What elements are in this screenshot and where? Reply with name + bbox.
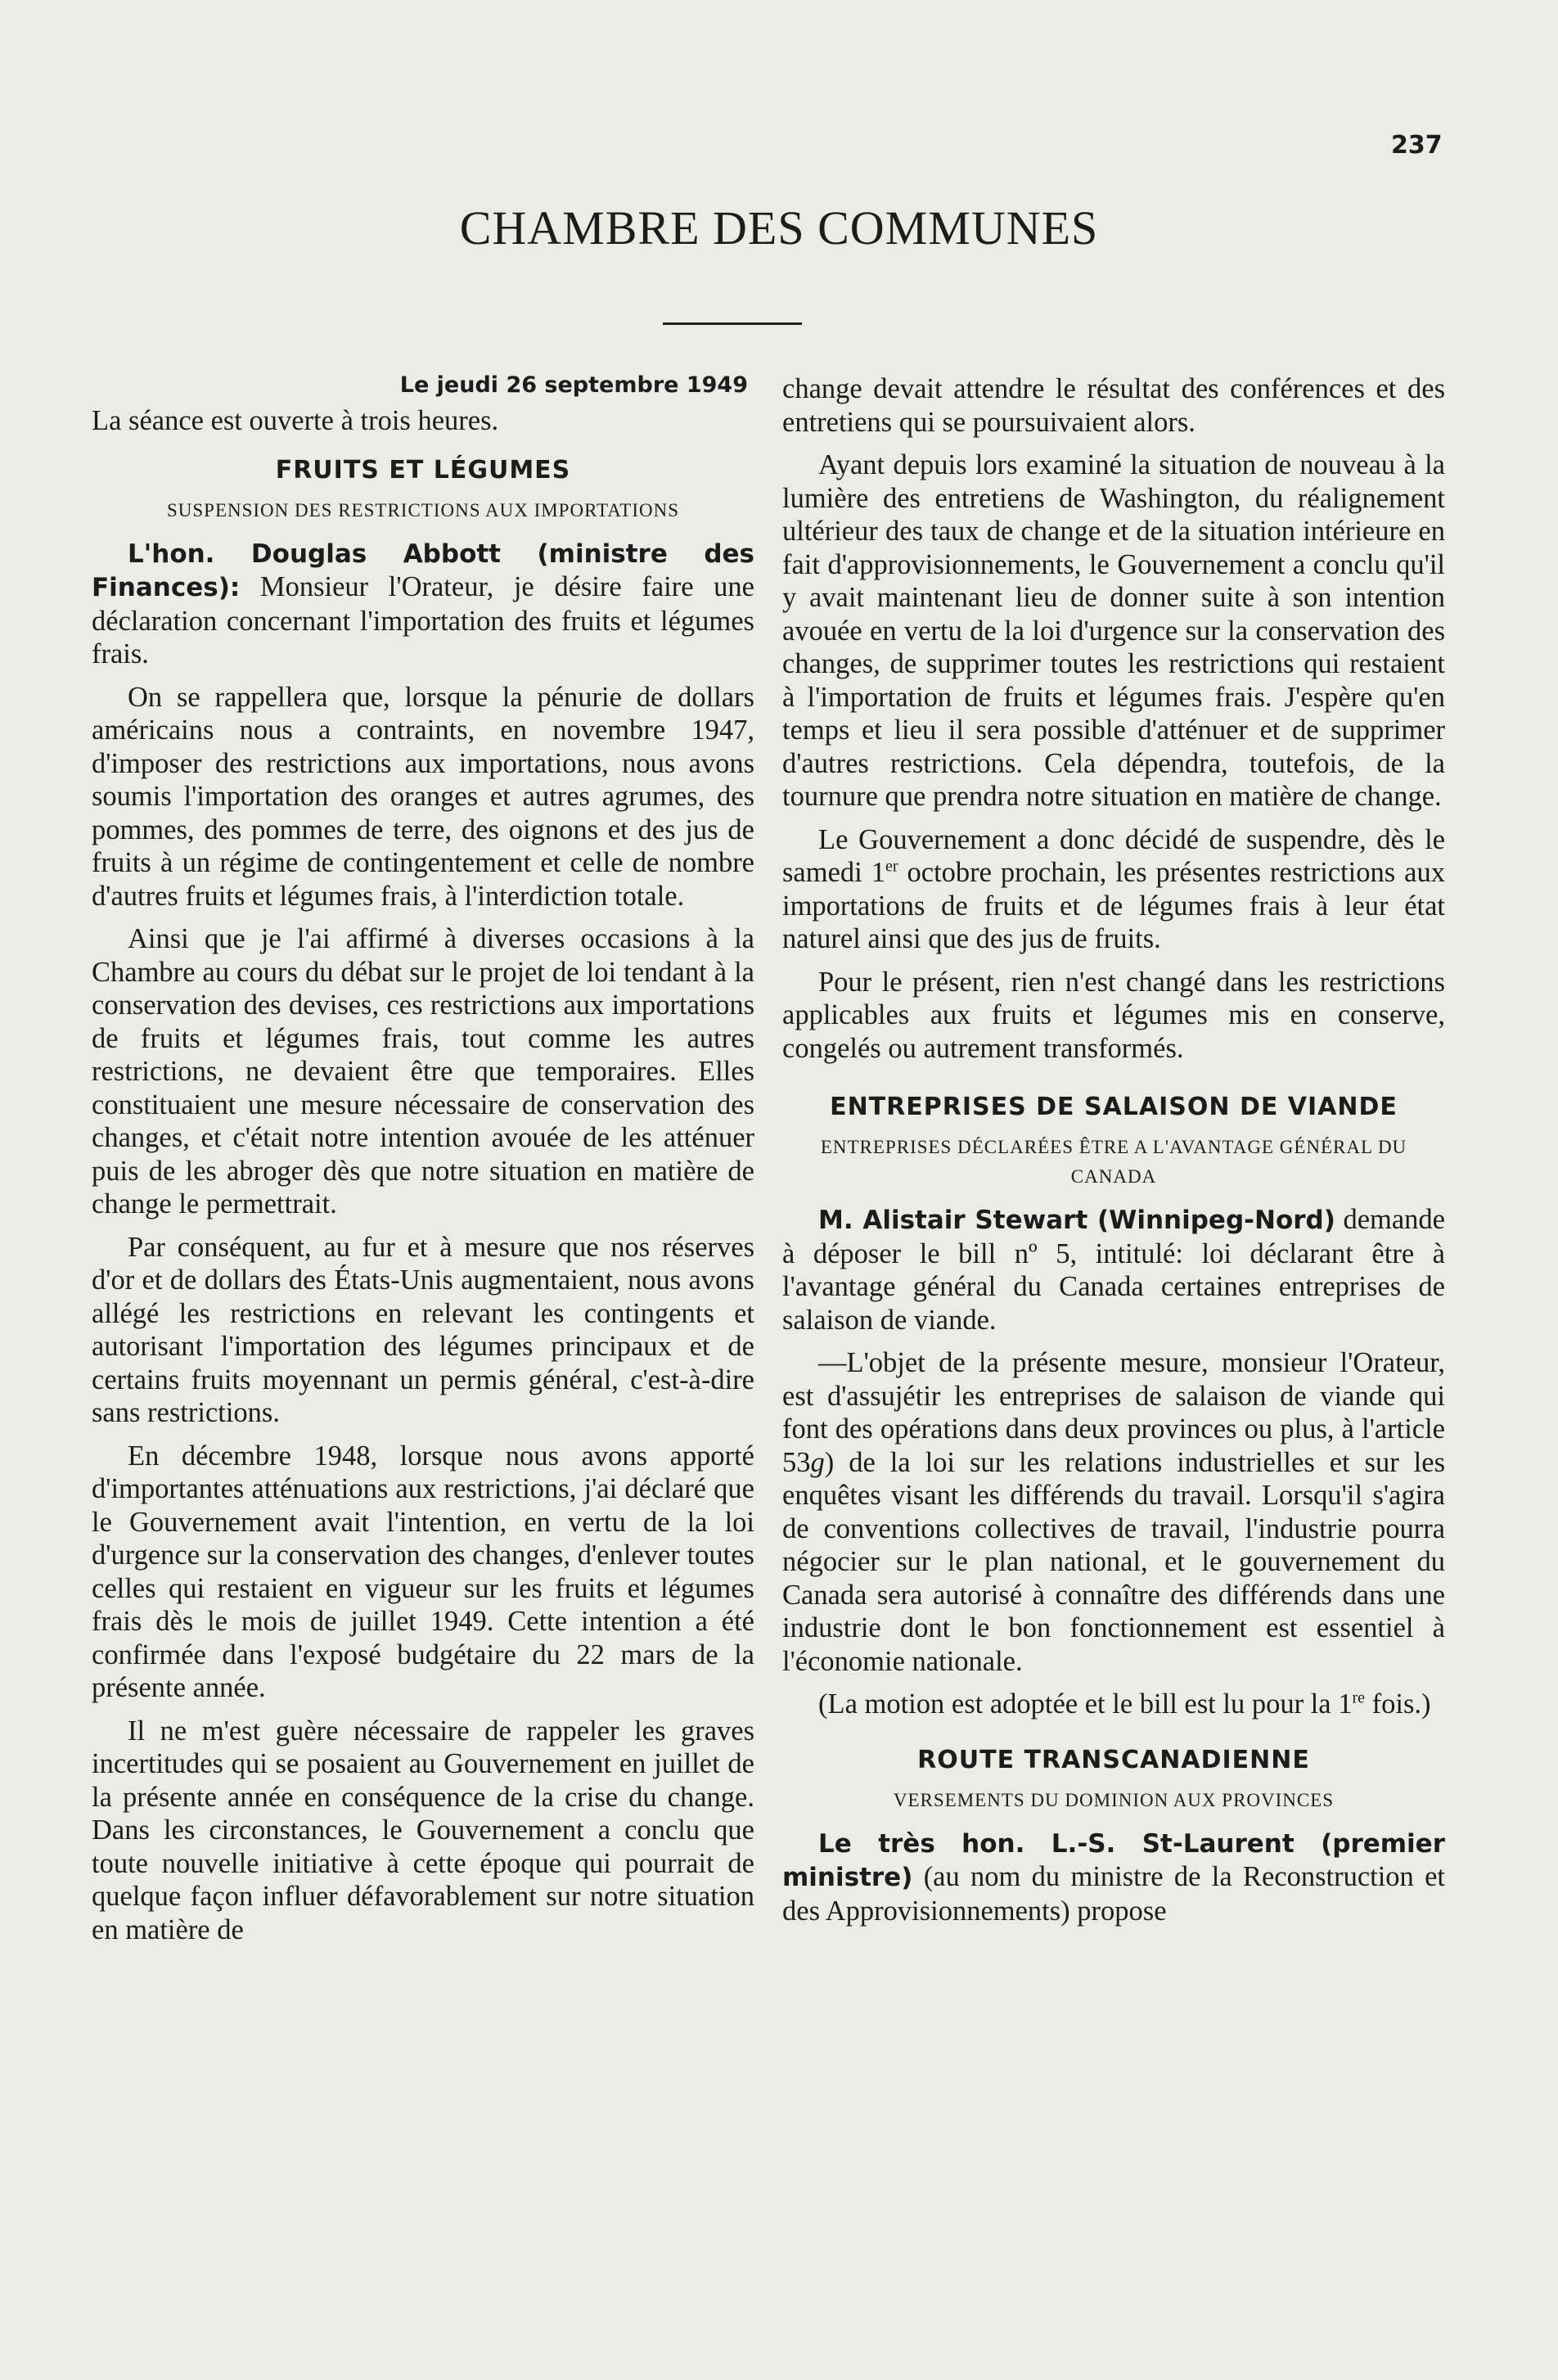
paragraph-part: (La motion est adoptée et le bill est lu pour la 1 xyxy=(818,1688,1353,1720)
paragraph: Ainsi que je l'ai affirmé à diverses occasions à la Chambre au cours du débat sur le projet de loi tendant à la conservation des devises, ces restrictions aux importations de fruits et légumes frais, tout comme les autres restrictions, ne devaient être que temporaires. Elles constituaient une mesure nécessaire de conservation des changes, et c'était notre intention avouée de les atténuer puis de les abroger dès que notre situation en matière de change le permettrait. xyxy=(92,923,754,1219)
speech-st-laurent xyxy=(782,1827,1445,1928)
paragraph-part: fois.) xyxy=(1365,1688,1431,1720)
superscript: re xyxy=(1352,1688,1365,1707)
paragraph: Par conséquent, au fur et à mesure que nos réserves d'or et de dollars des États-Unis augmentaient, nous avons allégé les restrictions en relevant les contingents et autorisant l'importation des légumes principaux et de certains fruits moyennant un permis général, c'est-à-dire sans restrictions. xyxy=(92,1231,754,1428)
paragraph: Pour le présent, rien n'est changé dans les restrictions applicables aux fruits et légumes mis en conserve, congelés ou autrement transformés. xyxy=(782,966,1445,1064)
speech-abbott-text: Monsieur l'Orateur, je désire faire une déclaration concernant l'importation des fruits et légumes frais. xyxy=(92,571,754,669)
paragraph xyxy=(782,823,1445,956)
speaker-abbott: L'hon. Douglas Abbott (ministre des Finances): xyxy=(92,539,754,602)
paragraph-part: —L'objet de la présente mesure, monsieur l'Orateur, est d'assujétir les entreprises de salaison de viande qui font des opérations dans deux provinces ou plus, à l'article 53 xyxy=(782,1347,1445,1478)
section-subtitle-fruits: SUSPENSION DES RESTRICTIONS AUX IMPORTATIONS xyxy=(166,499,680,521)
page-title: CHAMBRE DES COMMUNES xyxy=(459,201,1099,255)
paragraph: En décembre 1948, lorsque nous avons apporté d'importantes atténuations aux restrictions, j'ai déclaré que le Gouvernement avait l'intention, en vertu de la loi d'urgence sur la conservation des changes, d'enlever toutes celles qui restaient en vigueur sur les fruits et légumes frais dès le mois de juillet 1949. Cette intention a été confirmée dans l'exposé budgétaire du 22 mars de la présente année. xyxy=(92,1440,754,1703)
speech-st-laurent-text: (au nom du ministre de la Reconstruction et des Approvisionnements) propose xyxy=(782,1861,1446,1927)
speech-stewart-text: demande à déposer le bill nº 5, intitulé: loi déclarant être à l'avantage général du Canada certaines entreprises de salaison de viande. xyxy=(782,1204,1445,1336)
section-subtitle-route: VERSEMENTS DU DOMINION AUX PROVINCES xyxy=(893,1789,1335,1810)
section-subtitle-salaison: ENTREPRISES DÉCLARÉES ÊTRE A L'AVANTAGE GÉNÉRAL DU CANADA xyxy=(820,1137,1407,1187)
title-divider xyxy=(663,322,802,325)
motion-result xyxy=(782,1688,1445,1721)
speech-abbott xyxy=(92,537,754,671)
speech-stewart xyxy=(782,1203,1445,1336)
section-title-salaison: ENTREPRISES DE SALAISON DE VIANDE xyxy=(830,1093,1398,1121)
speaker-stewart: M. Alistair Stewart (Winnipeg-Nord) xyxy=(818,1206,1335,1235)
section-title-route: ROUTE TRANSCANADIENNE xyxy=(917,1745,1310,1774)
paragraph-part: Le Gouvernement a donc décidé de suspendre, dès le samedi 1 xyxy=(782,823,1445,888)
left-column xyxy=(92,372,754,1946)
paragraph: change devait attendre le résultat des conférences et des entretiens qui se poursuivaient alors. xyxy=(782,373,1445,438)
paragraph: Il ne m'est guère nécessaire de rappeler les graves incertitudes qui se posaient au Gouvernement en juillet de la présente année en conséquence de la crise du change. Dans les circonstances, le Gouvernement a conclu que toute nouvelle initiative à cette époque qui pourrait de quelque façon influer défavorablement sur notre situation en matière de xyxy=(92,1715,754,1945)
page-number: 237 xyxy=(1391,131,1443,160)
speaker-st-laurent: Le très hon. L.-S. St-Laurent (premier ministre) xyxy=(782,1828,1445,1892)
paragraph: Ayant depuis lors examiné la situation de nouveau à la lumière des entretiens de Washington, du réalignement ultérieur des taux de change et de la situation intérieure en fait d'approvisionnements, le Gouvernement a conclu qu'il y avait maintenant lieu de donner suite à son intention avouée en vertu de la loi d'urgence sur la conservation des changes, de supprimer toutes les restrictions qui restaient à l'importation de fruits et légumes frais. J'espère qu'en temps et lieu il sera possible d'atténuer et de supprimer d'autres restrictions. Cela dépendra, toutefois, de la tournure que prendra notre situation en matière de change. xyxy=(782,449,1445,812)
paragraph-part: octobre prochain, les présentes restrictions aux importations de fruits et de légumes frais à leur état naturel ainsi que des jus de fruits. xyxy=(782,857,1445,954)
paragraph xyxy=(782,1346,1445,1678)
sitting-date: Le jeudi 26 septembre 1949 xyxy=(399,372,748,398)
superscript: er xyxy=(885,857,898,876)
italic-letter: g xyxy=(810,1446,825,1478)
right-column xyxy=(782,372,1445,1927)
paragraph: On se rappellera que, lorsque la pénurie de dollars américains nous a contraints, en novembre 1947, d'imposer des restrictions aux importations, nous avons soumis l'importation des oranges et autres agrumes, des pommes, des pommes de terre, des oignons et des jus de fruits à un régime de contingentement et celle de nombre d'autres fruits et légumes frais, à l'interdiction totale. xyxy=(92,681,754,912)
section-title-fruits: FRUITS ET LÉGUMES xyxy=(275,455,571,485)
paragraph-part: ) de la loi sur les relations industrielles et sur les enquêtes visant les différends du travail. Lorsqu'il s'agira de conventions collectives de travail, l'industrie pourra négocier sur le plan national, et le gouvernement du Canada sera autorisé à connaître des différends dans une industrie dont le bon fonctionnement est essentiel à l'économie nationale. xyxy=(782,1446,1445,1677)
opening-line: La séance est ouverte à trois heures. xyxy=(92,405,499,436)
